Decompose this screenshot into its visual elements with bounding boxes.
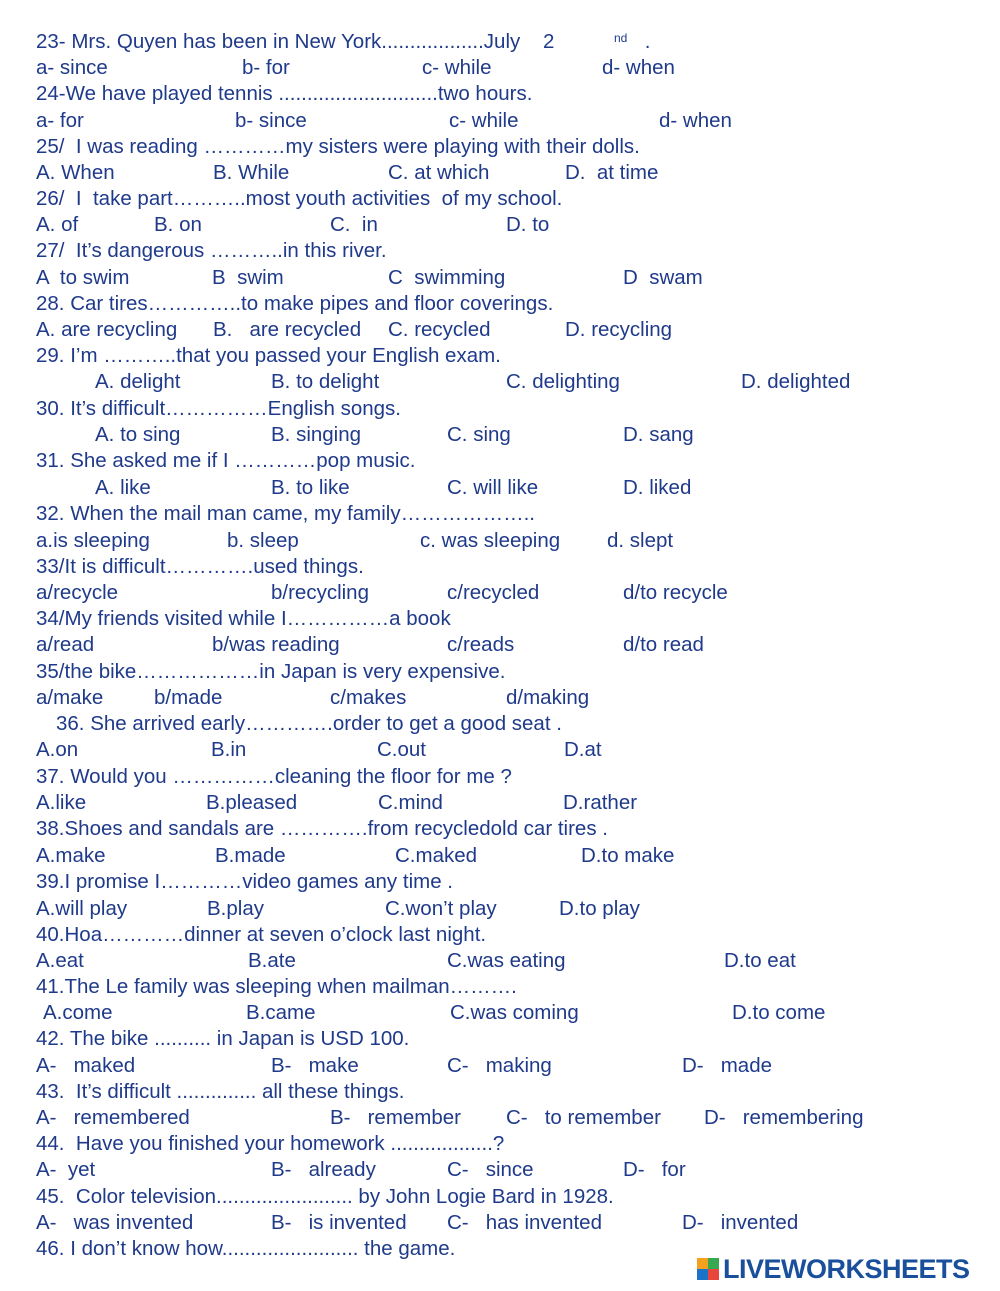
options-line <box>0 1157 1000 1183</box>
answer-option: C- to remember <box>506 1106 661 1129</box>
options-line <box>0 948 1000 974</box>
question-text: 35/the bike………………in Japan is very expensive. <box>36 660 506 683</box>
answer-option: B.came <box>246 1001 316 1024</box>
answer-option: C. delighting <box>506 370 620 393</box>
answer-option: C. will like <box>447 476 539 499</box>
question-line <box>0 238 1000 264</box>
answer-option: B.in <box>211 738 247 761</box>
answer-option: . <box>639 30 651 53</box>
question-line <box>0 81 1000 107</box>
options-line <box>0 369 1000 395</box>
answer-option: C- since <box>447 1158 534 1181</box>
question-text: 46. I don’t know how........................ the game. <box>36 1237 456 1260</box>
answer-option: C. sing <box>447 423 511 446</box>
answer-option: B- is invented <box>271 1211 407 1234</box>
answer-option: D.at <box>564 738 602 761</box>
options-line <box>0 896 1000 922</box>
question-text: 24-We have played tennis ............................two hours. <box>36 82 533 105</box>
answer-option: D.rather <box>563 791 638 814</box>
answer-option: c- while <box>422 56 492 79</box>
answer-option: A.eat <box>36 949 84 972</box>
answer-option: a.is sleeping <box>36 529 150 552</box>
answer-option: B. singing <box>271 423 362 446</box>
question-text: 37. Would you ……………cleaning the floor for me ? <box>36 765 512 788</box>
options-line <box>0 843 1000 869</box>
answer-option: A- maked <box>36 1054 136 1077</box>
answer-option: A. delight <box>95 370 181 393</box>
options-line <box>0 475 1000 501</box>
options-line <box>0 528 1000 554</box>
options-line <box>0 790 1000 816</box>
answer-option: b/was reading <box>212 633 340 656</box>
question-line <box>0 396 1000 422</box>
answer-option: C.maked <box>395 844 478 867</box>
answer-option: c. was sleeping <box>420 529 561 552</box>
liveworksheets-logo[interactable] <box>697 1254 970 1284</box>
question-text: 38.Shoes and sandals are ………….from recycledold car tires . <box>36 817 608 840</box>
answer-option: A. of <box>36 213 79 236</box>
answer-option: B- make <box>271 1054 359 1077</box>
answer-option: a- for <box>36 109 84 132</box>
answer-option: D. to <box>506 213 550 236</box>
answer-option: b/made <box>154 686 223 709</box>
question-text: 30. It’s difficult……………English songs. <box>36 397 401 420</box>
question-text: 42. The bike .......... in Japan is USD 100. <box>36 1027 410 1050</box>
answer-option: d/making <box>506 686 590 709</box>
question-line <box>0 1079 1000 1105</box>
answer-option: C.won’t play <box>385 897 497 920</box>
options-line <box>0 212 1000 238</box>
question-line <box>0 606 1000 632</box>
answer-option: A to swim <box>36 266 130 289</box>
question-line <box>0 764 1000 790</box>
options-line <box>0 580 1000 606</box>
answer-option: D.to make <box>581 844 675 867</box>
question-text: 44. Have you finished your homework ..................? <box>36 1132 505 1155</box>
question-line <box>0 922 1000 948</box>
answer-option: a/read <box>36 633 95 656</box>
answer-option: C- making <box>447 1054 552 1077</box>
question-line <box>0 974 1000 1000</box>
answer-option: A.will play <box>36 897 128 920</box>
answer-option: c- while <box>449 109 519 132</box>
logo-tile-3 <box>697 1269 708 1280</box>
answer-option: d. slept <box>607 529 674 552</box>
options-line <box>0 265 1000 291</box>
answer-option: B.made <box>215 844 286 867</box>
answer-option: D.to come <box>732 1001 826 1024</box>
answer-option: D- invented <box>682 1211 799 1234</box>
answer-option: B. to delight <box>271 370 380 393</box>
options-line <box>0 422 1000 448</box>
question-line <box>0 711 1000 737</box>
answer-option: d/to recycle <box>623 581 728 604</box>
question-text: 34/My friends visited while I……………a book <box>36 607 451 630</box>
options-line <box>0 1000 1000 1026</box>
answer-option: C. in <box>330 213 378 236</box>
answer-option: A. are recycling <box>36 318 178 341</box>
answer-option: D- made <box>682 1054 772 1077</box>
answer-option: B. are recycled <box>213 318 362 341</box>
question-line <box>0 134 1000 160</box>
answer-option: 23- Mrs. Quyen has been in New York..................July 2 <box>36 30 555 53</box>
question-line <box>0 816 1000 842</box>
answer-option: b- for <box>242 56 290 79</box>
answer-option: B. on <box>154 213 202 236</box>
question-line <box>0 554 1000 580</box>
answer-option: C.was eating <box>447 949 566 972</box>
options-line <box>0 1210 1000 1236</box>
question-text: 28. Car tires…………..to make pipes and floor coverings. <box>36 292 554 315</box>
question-line <box>0 501 1000 527</box>
answer-option: b. sleep <box>227 529 299 552</box>
answer-option: C. recycled <box>388 318 491 341</box>
answer-option: A.like <box>36 791 87 814</box>
answer-option: b- since <box>235 109 307 132</box>
answer-option: a/make <box>36 686 104 709</box>
answer-option: a- since <box>36 56 108 79</box>
answer-option: B. While <box>213 161 290 184</box>
question-line <box>0 1026 1000 1052</box>
answer-option: C- has invented <box>447 1211 602 1234</box>
answer-option: D. sang <box>623 423 694 446</box>
answer-option: b/recycling <box>271 581 369 604</box>
answer-option: A.on <box>36 738 79 761</box>
answer-option: d/to read <box>623 633 704 656</box>
answer-option: d- when <box>659 109 732 132</box>
options-line <box>0 737 1000 763</box>
logo-tile-4 <box>708 1269 719 1280</box>
answer-option: B- already <box>271 1158 376 1181</box>
options-line <box>0 1053 1000 1079</box>
superscript-text: nd <box>614 31 628 45</box>
question-text: 40.Hoa…………dinner at seven o’clock last night. <box>36 923 487 946</box>
options-line <box>0 55 1000 81</box>
question-text: 39.I promise I…………video games any time . <box>36 870 453 893</box>
answer-option: C.out <box>377 738 426 761</box>
question-line <box>0 343 1000 369</box>
options-line <box>0 632 1000 658</box>
answer-option: D.to eat <box>724 949 796 972</box>
answer-option: B swim <box>212 266 284 289</box>
answer-option: D. recycling <box>565 318 673 341</box>
answer-option: C.mind <box>378 791 443 814</box>
options-line <box>0 160 1000 186</box>
answer-option: a/recycle <box>36 581 119 604</box>
question-text: 31. She asked me if I …………pop music. <box>36 449 416 472</box>
answer-option: B.pleased <box>206 791 298 814</box>
answer-option: A- yet <box>36 1158 96 1181</box>
question-text: 45. Color television........................ by John Logie Bard in 1928. <box>36 1185 614 1208</box>
logo-text: LIVEWORKSHEETS <box>723 1253 970 1284</box>
question-text: 25/ I was reading …………my sisters were playing with their dolls. <box>36 135 640 158</box>
options-line <box>0 1105 1000 1131</box>
answer-option: D. at time <box>565 161 659 184</box>
answer-option: D- for <box>623 1158 686 1181</box>
answer-option: C.was coming <box>450 1001 579 1024</box>
answer-option: D swam <box>623 266 703 289</box>
question-text: 27/ It’s dangerous ………..in this river. <box>36 239 387 262</box>
answer-option: C. at which <box>388 161 490 184</box>
question-text: 26/ I take part………..most youth activities of my school. <box>36 187 563 210</box>
answer-option: A.come <box>43 1001 113 1024</box>
answer-option: B. to like <box>271 476 350 499</box>
question-line <box>0 186 1000 212</box>
question-line <box>0 869 1000 895</box>
answer-option: D.to play <box>559 897 640 920</box>
question-text: 32. When the mail man came, my family……………….. <box>36 502 535 525</box>
answer-option: B.ate <box>248 949 296 972</box>
question-line <box>0 448 1000 474</box>
logo-tile-2 <box>708 1258 719 1269</box>
answer-option: D- remembering <box>704 1106 864 1129</box>
options-line <box>0 29 1000 55</box>
answer-option: A- was invented <box>36 1211 194 1234</box>
liveworksheets-logo-icon <box>697 1258 719 1280</box>
question-text: 29. I’m ………..that you passed your English exam. <box>36 344 501 367</box>
question-text: 43. It’s difficult .............. all these things. <box>36 1080 405 1103</box>
question-line <box>0 1131 1000 1157</box>
answer-option: c/makes <box>330 686 407 709</box>
answer-option: D. liked <box>623 476 692 499</box>
question-line <box>0 291 1000 317</box>
answer-option: A. like <box>95 476 151 499</box>
question-text: 36. She arrived early………….order to get a good seat . <box>56 712 562 735</box>
options-line <box>0 685 1000 711</box>
answer-option: C swimming <box>388 266 506 289</box>
answer-option: D. delighted <box>741 370 851 393</box>
answer-option: c/reads <box>447 633 515 656</box>
options-line <box>0 317 1000 343</box>
question-line <box>0 659 1000 685</box>
answer-option: d- when <box>602 56 675 79</box>
options-line <box>0 108 1000 134</box>
answer-option: c/recycled <box>447 581 540 604</box>
answer-option: A.make <box>36 844 106 867</box>
answer-option: B.play <box>207 897 264 920</box>
logo-tile-1 <box>697 1258 708 1269</box>
answer-option: A. to sing <box>95 423 181 446</box>
question-line <box>0 1184 1000 1210</box>
question-text: 41.The Le family was sleeping when mailman………. <box>36 975 517 998</box>
answer-option: A. When <box>36 161 115 184</box>
answer-option: A- remembered <box>36 1106 190 1129</box>
answer-option: B- remember <box>330 1106 461 1129</box>
question-text: 33/It is difficult………….used things. <box>36 555 364 578</box>
